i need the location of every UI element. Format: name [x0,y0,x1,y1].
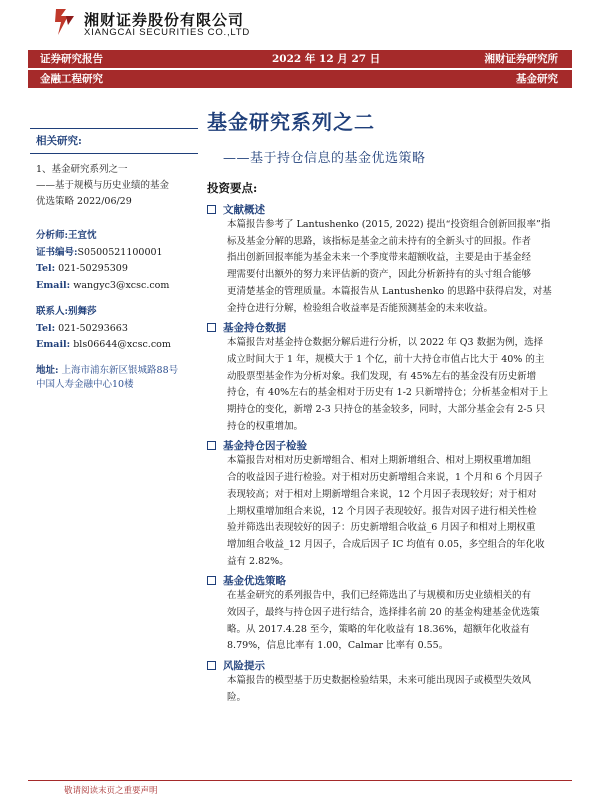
square-bullet-icon [207,661,216,670]
sidebar [30,128,198,393]
body-line: 表现较高；对于相对上期新增组合来说，12 个月因子表现较好；对于相对 [227,488,537,500]
section-body [227,673,577,706]
research-institute: 湘财证券研究所 [484,53,558,65]
sections-container [207,202,577,707]
section-body [227,335,577,435]
body-line: 动股票型基金作为分析对象。我们发现，有 45%左右的基金没有历史新增 [227,370,537,382]
tel-value: 021-50295309 [58,263,128,274]
section-heading [207,658,577,673]
square-bullet-icon [207,441,216,450]
section-heading [207,202,577,217]
body-line: 指出创新回报率能为基金未来一个季度带来超额收益，主要是由于基金经 [227,252,532,264]
body-line: 8.79%，信息比率有 1.00，Calmar 比率有 0.55。 [227,640,449,652]
analyst-name: 王宜忱 [68,230,97,241]
body-line: 金持仓进行分解，检验组合收益率是否能预测基金的未来收益。 [227,302,494,314]
body-line: 本篇报告对基金持仓数据分解后进行分析，以 2022 年 Q3 数据为例，选择 [227,337,544,349]
related-line: 1、基金研究系列之一 [36,164,128,175]
address-line: 中国人寿金融中心10楼 [36,379,134,390]
body-line: 更清楚基金的管理质量。本篇报告从 Lantushenko 的思路中获得启发，对基 [227,285,552,297]
email-label: Email: [36,339,71,350]
key-points-heading: 投资要点: [207,181,258,195]
footer-divider [28,780,572,781]
body-line: 本篇报告参考了 Lantushenko (2015, 2022) 提出“投资组合创新回报率”指 [227,219,551,230]
tel-label: Tel: [36,322,56,334]
report-date: 2022 年 12 月 27 日 [272,53,381,65]
body-line: 效因子，最终与持仓因子进行结合，选择排名前 20 的基金构建基金优选策 [227,607,540,619]
body-line: 验并筛选出表现较好的因子：历史新增组合收益_6 月因子和相对上期权重 [227,522,536,534]
square-bullet-icon [207,205,216,214]
contact-label: 联系人: [36,306,69,317]
section-title: 基金持仓因子检验 [223,440,307,453]
address-line: 上海市浦东新区银城路88号 [61,364,179,376]
report-category: 金融工程研究 [40,73,103,85]
body-line: 标及基金分解的思路，该指标是基金之前未持有的全新头寸的回报。作者 [227,235,532,247]
body-line: 成立时间大于 1 年，规模大于 1 个亿，前十大持仓市值占比大于 40% 的主 [227,353,545,365]
related-line: ——基于规模与历史业绩的基金 [36,180,170,191]
email-link[interactable]: wangyc3@xcsc.com [73,279,170,291]
report-subtitle: ——基于持仓信息的基金优选策略 [223,151,426,166]
related-research-item[interactable] [36,162,198,210]
section-heading [207,320,577,335]
section-title: 风险提示 [223,660,265,673]
body-line: 期持仓的变化，新增 2-3 只持仓的基金较多，同时，大部分基金会有 2-5 只 [227,404,546,416]
email-label: Email: [36,279,71,291]
body-line: 略。从 2017.4.28 至今，策略的年化收益有 18.36%，超额年化收益有 [227,623,530,635]
footer [0,780,600,800]
company-logo-icon [52,7,76,37]
company-name-cn: 湘财证券股份有限公司 [84,11,245,29]
square-bullet-icon [207,576,216,585]
body-line: 持仓，有 40%左右的基金相对于历史有 1-2 只新增持仓；分析基金相对于上 [227,387,548,399]
address-label: 地址: [36,364,59,376]
body-line: 理需要付出额外的努力来评估新的资产，因此分析新持有的头寸组合能够 [227,269,532,281]
main-content [207,180,577,710]
body-line: 在基金研究的系列报告中，我们已经筛选出了与规模和历史业绩相关的有 [227,590,532,602]
section-heading [207,438,577,453]
related-line: 优选策略 2022/06/29 [36,196,132,207]
related-research-heading: 相关研究: [30,128,198,154]
section-body [227,453,577,570]
section-title: 基金优选策略 [223,575,286,588]
body-line: 上期权重增加组合来说，12 个月因子表现较好。报告对因子进行相关性检 [227,505,537,517]
section-title: 文献概述 [223,204,265,216]
address [36,364,198,393]
report-category-bar [28,70,572,88]
square-bullet-icon [207,323,216,332]
cert-value: S0500521100001 [77,246,163,258]
section-body [227,217,577,317]
report-subcategory: 基金研究 [516,73,558,85]
report-title: 基金研究系列之二 [207,110,375,134]
analyst-contact [36,228,198,354]
body-line: 合的收益因子进行检验。对于相对历史新增组合来说，1 个月和 6 个月因子 [227,472,543,484]
report-type: 证券研究报告 [40,53,103,65]
section-title: 基金持仓数据 [223,322,286,335]
analyst-label: 分析师: [36,230,69,241]
body-line: 险。 [227,691,247,703]
cert-label: 证书编号: [36,246,78,258]
body-line: 益有 2.82%。 [227,555,289,567]
tel-label: Tel: [36,263,56,274]
body-line: 持仓的权重增加。 [227,420,304,432]
contact-name: 别舞莎 [68,306,97,317]
email-link[interactable]: bls06644@xcsc.com [73,339,171,350]
body-line: 本篇报告的模型基于历史数据检验结果，未来可能出现因子或模型失效风 [227,675,532,687]
disclaimer-note[interactable]: 敬请阅读末页之重要声明 [64,786,158,796]
report-info-bar [28,50,572,68]
body-line: 本篇报告对相对历史新增组合、相对上期新增组合、相对上期权重增加组 [227,455,532,467]
section-heading [207,573,577,588]
tel-value: 021-50293663 [58,322,128,334]
section-body [227,588,577,655]
body-line: 增加组合收益_12 月因子，合成后因子 IC 均值有 0.05，多空组合的年化收 [227,538,545,550]
company-name-en: XIANGCAI SECURITIES CO.,LTD [84,27,251,38]
